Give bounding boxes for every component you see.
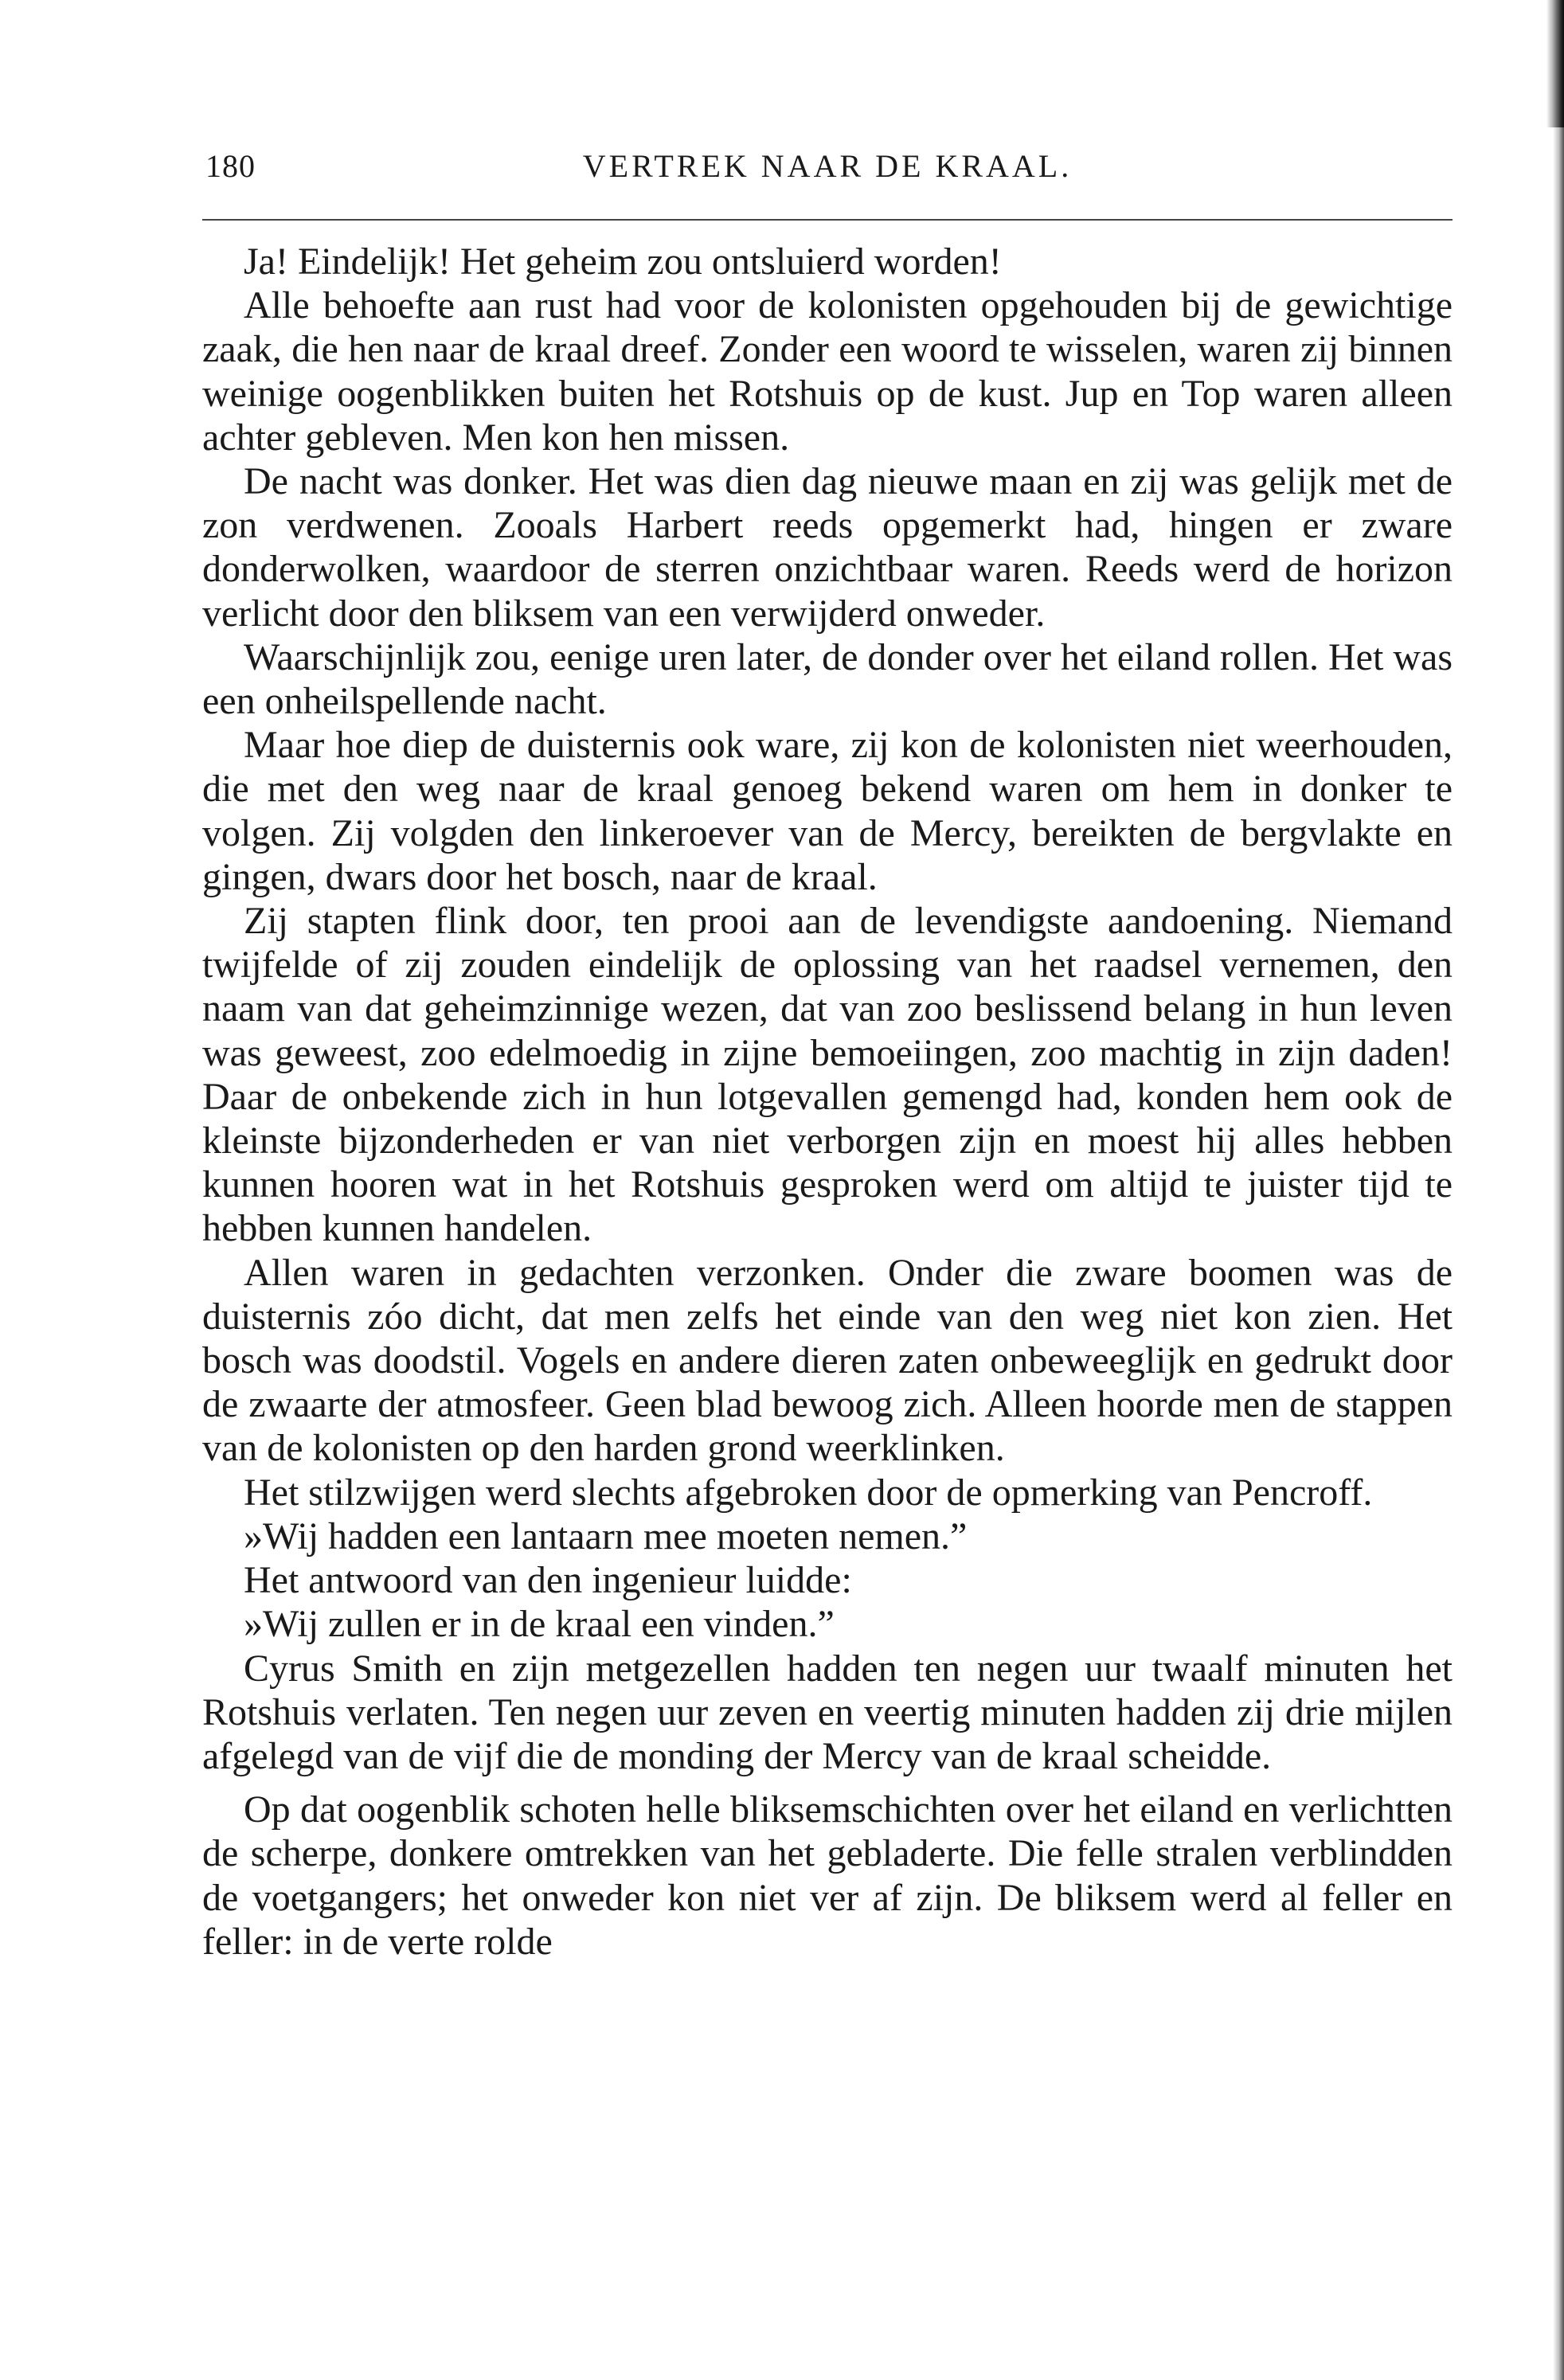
page-edge-shadow (1553, 0, 1564, 2380)
paragraph: De nacht was donker. Het was dien dag nieuwe maan en zij was gelijk met de zon verdwenen. Zooals Harbert reeds opgemerkt had, hingen er zware donderwolken, waardoor de sterren onzichtbaar waren. Reeds werd de horizon verlicht door den bliksem van een verwijderd onweder. (202, 460, 1453, 635)
paragraph: Maar hoe diep de duisternis ook ware, zij kon de kolonisten niet weerhouden, die met den weg naar de kraal genoeg bekend waren om hem in donker te volgen. Zij volgden den linkeroever van de Mercy, bereikten de bergvlakte en gingen, dwars door het bosch, naar de kraal. (202, 724, 1453, 898)
paragraph: Cyrus Smith en zijn metgezellen hadden ten negen uur twaalf minuten het Rotshuis verlaten. Ten negen uur zeven en veertig minuten hadden zij drie mijlen afgelegd van de vijf die de monding der Mercy van de kraal scheidde. (202, 1647, 1453, 1777)
paragraph: Zij stapten flink door, ten prooi aan de levendigste aandoening. Niemand twijfelde of zij zouden eindelijk de oplossing van het raadsel vernemen, den naam van dat geheimzinnige wezen, dat van zoo beslissend belang in hun leven was geweest, zoo edelmoedig in zijne bemoeiingen, zoo machtig in zijn daden! Daar de onbekende zich in hun lotgevallen gemengd had, konden hem ook de kleinste bijzonderheden er van niet verborgen zijn en moest hij alles hebben kunnen hooren wat in het Rotshuis gesproken werd om altijd te juister tijd te hebben kunnen handelen. (202, 900, 1453, 1250)
paragraph: Alle behoefte aan rust had voor de kolonisten opgehouden bij de gewichtige zaak, die hen naar de kraal dreef. Zonder een woord te wisselen, waren zij binnen weinige oogenblikken buiten het Rotshuis op de kust. Jup en Top waren alleen achter gebleven. Men kon hen missen. (202, 284, 1453, 459)
paragraph: »Wij hadden een lantaarn mee moeten nemen.” (244, 1514, 968, 1557)
body-text (202, 240, 1453, 1964)
page-number: 180 (205, 148, 256, 184)
book-page (202, 147, 1453, 1964)
paragraph: »Wij zullen er in de kraal een vinden.” (244, 1603, 835, 1646)
paragraph: Allen waren in gedachten verzonken. Onder die zware boomen was de duisternis zóo dicht, dat men zelfs het einde van den weg niet kon zien. Het bosch was doodstil. Vogels en andere dieren zaten onbeweeglijk en gedrukt door de zwaarte der atmosfeer. Geen blad bewoog zich. Alleen hoorde men de stappen van de kolonisten op den harden grond weerklinken. (202, 1251, 1453, 1470)
chapter-title: VERTREK NAAR DE KRAAL. (582, 148, 1073, 184)
paragraph: Het antwoord van den ingenieur luidde: (244, 1559, 852, 1602)
paragraph: Op dat oogenblik schoten helle bliksemschichten over het eiland en verlichtten de scherpe, donkere omtrekken van het gebladerte. Die felle stralen verblindden de voetgangers; het onweder kon niet ver af zijn. De bliksem werd al feller en feller: in de verte rolde (202, 1788, 1453, 1963)
header-rule (202, 219, 1453, 221)
running-head (202, 147, 1453, 197)
page-edge-dark (1546, 0, 1564, 127)
paragraph: Het stilzwijgen werd slechts afgebroken door de opmerking van Pencroff. (244, 1471, 1373, 1514)
paragraph: Ja! Eindelijk! Het geheim zou ontsluierd worden! (244, 240, 1002, 283)
paragraph: Waarschijnlijk zou, eenige uren later, de donder over het eiland rollen. Het was een onheilspellende nacht. (202, 635, 1453, 723)
